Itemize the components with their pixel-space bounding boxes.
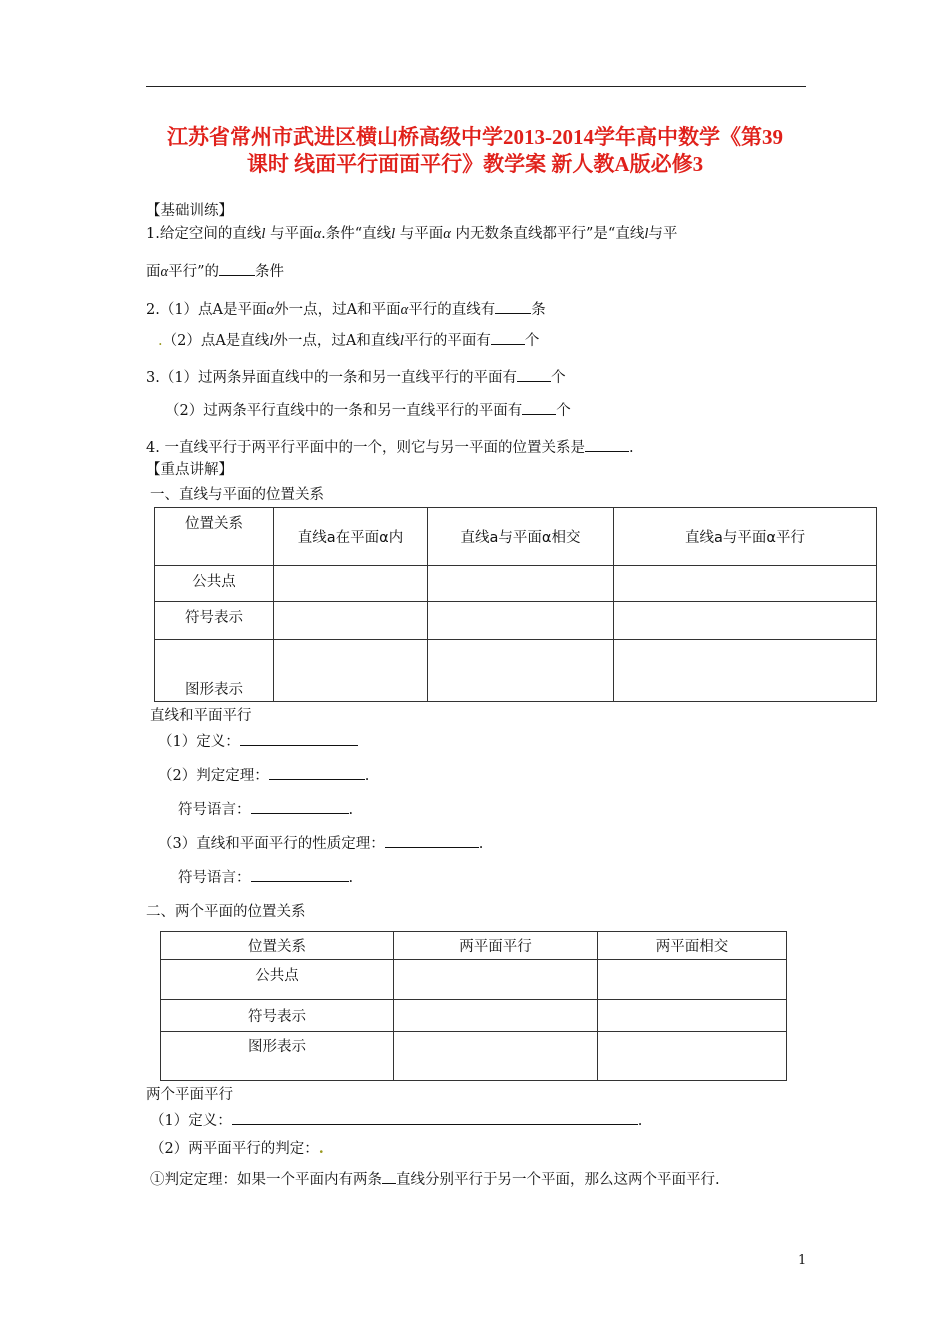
table-cell: [428, 602, 614, 640]
page-number: 1: [798, 1253, 807, 1268]
table-cell: [394, 1000, 598, 1032]
section-2-title: 二、两个平面的位置关系: [146, 904, 306, 920]
line-plane-symbol-2: 符号语言： .: [178, 870, 354, 886]
table-cell: [274, 640, 428, 702]
section-basic-heading: 【基础训练】: [146, 203, 233, 219]
line-plane-parallel-heading: 直线和平面平行: [150, 708, 252, 724]
question-4: 4. 一直线平行于两平行平面中的一个，则它与另一平面的位置关系是 .: [146, 440, 634, 456]
table1-header-in-plane: 直线a在平面α内: [274, 508, 428, 566]
line-plane-property: （3）直线和平面平行的性质定理： .: [158, 836, 484, 852]
table-cell: [428, 566, 614, 602]
question-2b: .（2）点A是直线l外一点，过A和直线l平行的平面有 个: [158, 333, 540, 349]
table-cell: [428, 640, 614, 702]
table2-row-common-point: 公共点: [161, 960, 394, 1000]
section-key-heading: 【重点讲解】: [146, 462, 233, 478]
table1-row-symbol: 符号表示: [155, 602, 274, 640]
plane-parallel-heading: 两个平面平行: [146, 1087, 233, 1103]
table-cell: [394, 960, 598, 1000]
question-1-line1: 1.给定空间的直线l 与平面α.条件“直线l 与平面α 内无数条直线都平行”是“直线l与平: [146, 226, 678, 242]
question-3b: （2）过两条平行直线中的一条和另一直线平行的平面有 个: [165, 403, 571, 419]
table2-header-intersect: 两平面相交: [598, 932, 787, 960]
table1-header-intersect: 直线a与平面α相交: [428, 508, 614, 566]
header-rule: [146, 86, 806, 87]
table-cell: [614, 640, 877, 702]
table-cell: [598, 960, 787, 1000]
line-plane-definition: （1）定义：: [158, 732, 358, 751]
plane-parallel-judgement: （2）两平面平行的判定：.: [150, 1140, 324, 1157]
table2-header-parallel: 两平面平行: [394, 932, 598, 960]
table-cell: [274, 566, 428, 602]
table-cell: [598, 1000, 787, 1032]
question-2a: 2.（1）点A是平面α外一点，过A和平面α平行的直线有 条: [146, 302, 546, 318]
line-plane-symbol-1: 符号语言： .: [178, 802, 354, 818]
plane-plane-relation-table: [160, 931, 787, 1081]
table1-row-common-point: 公共点: [155, 566, 274, 602]
table-cell: [614, 602, 877, 640]
line-plane-relation-table: [154, 507, 877, 702]
table2-header-relation: 位置关系: [161, 932, 394, 960]
table1-row-figure: 图形表示: [155, 640, 274, 702]
table1-header-relation: 位置关系: [155, 508, 274, 566]
question-1-line2: 面α平行”的 条件: [146, 264, 285, 280]
table2-row-symbol: 符号表示: [161, 1000, 394, 1032]
line-plane-criterion: （2）判定定理： .: [158, 768, 370, 784]
document-title-line2: 课时 线面平行面面平行》教学案 新人教A版必修3: [246, 152, 704, 176]
section-1-title: 一、直线与平面的位置关系: [150, 487, 324, 503]
table1-header-parallel: 直线a与平面α平行: [614, 508, 877, 566]
plane-parallel-theorem: ①判定定理：如果一个平面内有两条 直线分别平行于另一个平面，那么这两个平面平行.: [150, 1172, 720, 1188]
table-cell: [394, 1032, 598, 1081]
table-cell: [274, 602, 428, 640]
plane-parallel-definition: （1）定义： .: [150, 1113, 643, 1129]
table-cell: [598, 1032, 787, 1081]
document-title-line1: 江苏省常州市武进区横山桥高级中学2013-2014学年高中数学《第39: [167, 125, 783, 149]
table-cell: [614, 566, 877, 602]
table2-row-figure: 图形表示: [161, 1032, 394, 1081]
question-3a: 3.（1）过两条异面直线中的一条和另一直线平行的平面有 个: [146, 370, 566, 386]
